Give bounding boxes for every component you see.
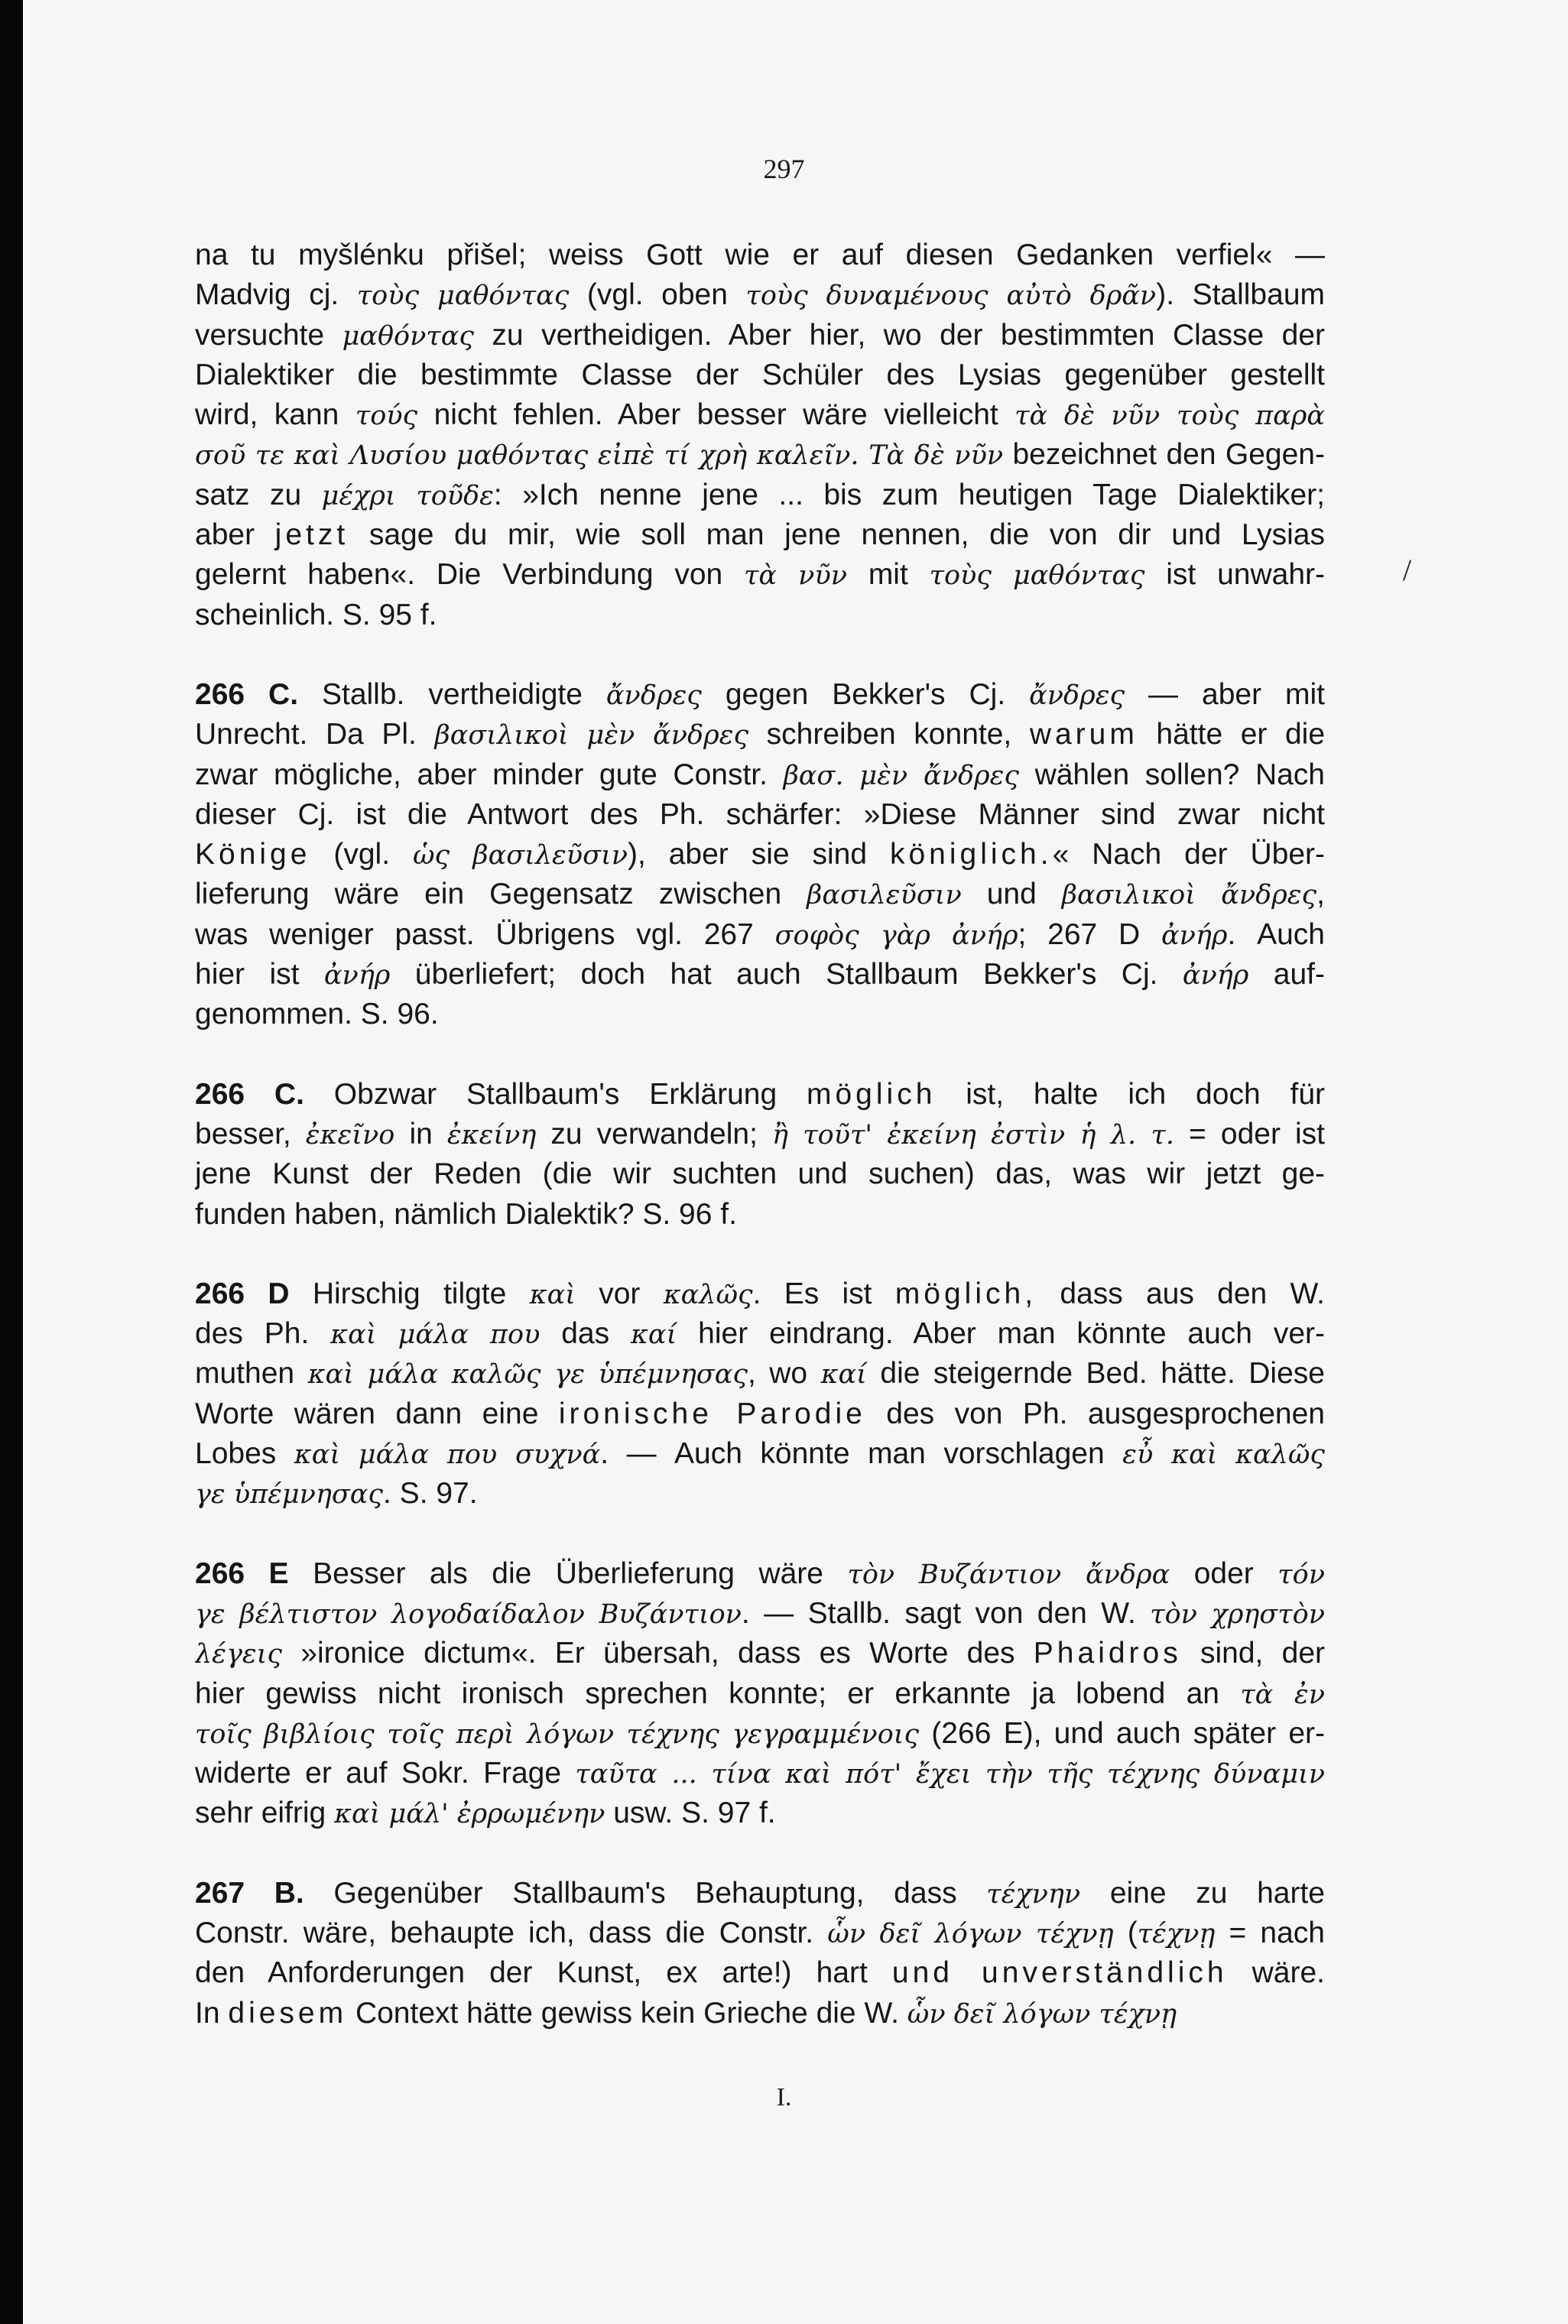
- text-run: Constr. wäre, behaupte ich, dass die Constr.: [195, 1916, 828, 1949]
- greek-text: καί: [630, 1319, 677, 1351]
- text-run: nicht fehlen. Aber besser wäre vielleicht: [417, 398, 1015, 432]
- text-run: den Anforderungen der Kunst, ex arte!) hart: [195, 1956, 892, 1990]
- text-run: — aber mit: [1125, 677, 1325, 711]
- text-run: gegen Bekker's Cj.: [701, 677, 1030, 711]
- text-run: ist unwahr-: [1144, 558, 1325, 592]
- text-run: wäre.: [1227, 1956, 1325, 1990]
- greek-text: ἐκείνη: [446, 1119, 537, 1151]
- text-run: ), aber sie sind: [627, 838, 890, 872]
- text-line: [195, 1154, 1325, 1194]
- text-line: [195, 235, 1325, 275]
- paragraph: [195, 1554, 1325, 1834]
- text-run: zwar mögliche, aber minder gute Constr.: [195, 758, 784, 791]
- text-line: [195, 275, 1325, 315]
- greek-text: ἀνήρ: [323, 960, 391, 992]
- text-run: sehr eifrig: [195, 1797, 335, 1830]
- text-run: = oder ist: [1174, 1117, 1325, 1151]
- text-run: die steigernde Bed. hätte. Diese: [866, 1357, 1325, 1391]
- text-run: Besser als die Überlieferung wäre: [288, 1556, 848, 1590]
- text-run: . S. 97.: [383, 1477, 478, 1511]
- text-run: Madvig cj.: [195, 278, 357, 312]
- greek-text: ταῦτα ... τίνα καὶ πότ' ἔχει τὴν τῆς τέχνης δύναμιν: [575, 1759, 1325, 1790]
- greek-text: τοὺς μαθόντας: [356, 281, 570, 312]
- text-run: ). Stallbaum: [1156, 278, 1325, 312]
- text-run: usw. S. 97 f.: [605, 1797, 776, 1830]
- text-line: [195, 1754, 1325, 1793]
- text-run: Dialektiker die bestimmte Classe der Schüler des Lysias gegenüber gestellt: [195, 358, 1325, 391]
- text-line: [195, 875, 1325, 914]
- text-run: . — Stallb. sagt von den W.: [741, 1596, 1151, 1630]
- paragraph: [195, 235, 1325, 635]
- section-reference: 266 C.: [195, 677, 299, 711]
- text-run: hätte er die: [1138, 718, 1325, 751]
- text-run: des Ph.: [195, 1317, 331, 1351]
- greek-text: καὶ μάλα που συχνά: [294, 1440, 601, 1471]
- spaced-emphasis: möglich: [807, 1077, 937, 1111]
- greek-text: καλῶς: [663, 1279, 753, 1310]
- greek-text: τὰ δὲ νῦν τοὺς παρὰ: [1014, 401, 1325, 432]
- greek-text: ὧν δεῖ λόγων τέχνῃ: [907, 1998, 1177, 2030]
- text-line: [195, 1594, 1325, 1634]
- text-run: ist, halte ich doch für: [936, 1077, 1325, 1111]
- text-line: [195, 1075, 1325, 1115]
- paragraph-gap: [195, 1514, 1325, 1554]
- text-run: jene Kunst der Reden (die wir suchten und suchen) das, was wir jetzt ge-: [195, 1157, 1325, 1191]
- text-run: schreiben konnte,: [748, 718, 1030, 751]
- text-run: : »Ich nenne jene ... bis zum heutigen Tage Dialektiker;: [493, 478, 1325, 511]
- greek-text: τόν: [1277, 1559, 1325, 1590]
- text-line: [195, 955, 1325, 995]
- greek-text: καὶ: [529, 1279, 576, 1310]
- text-line: [195, 675, 1325, 715]
- text-line: [195, 1474, 1325, 1514]
- text-line: [195, 555, 1325, 595]
- text-run: Hirschig tilgte: [289, 1277, 530, 1310]
- greek-text: εὖ καὶ καλῶς: [1122, 1440, 1325, 1471]
- text-line: [195, 915, 1325, 955]
- text-run: funden haben, nämlich Dialektik? S. 96 f.: [195, 1197, 737, 1231]
- text-run: Worte wären dann eine: [195, 1397, 559, 1430]
- greek-text: καὶ μάλα που: [330, 1319, 541, 1351]
- text-line: [195, 795, 1325, 835]
- text-run: Stallb. vertheidigte: [298, 677, 606, 711]
- text-run: = nach: [1215, 1916, 1325, 1949]
- text-line: [195, 435, 1325, 475]
- spaced-emphasis: ironische Parodie: [558, 1397, 866, 1430]
- greek-text: τοῖς βιβλίοις τοῖς περὶ λόγων τέχνης γεγραμμένοις: [195, 1719, 920, 1750]
- text-run: und: [961, 878, 1062, 911]
- paragraph-gap: [195, 1235, 1325, 1274]
- spaced-emphasis: Könige: [195, 838, 311, 872]
- spaced-emphasis: diesem: [228, 1996, 348, 2030]
- margin-mark: /: [1403, 553, 1412, 587]
- text-run: wird, kann: [195, 398, 355, 432]
- text-run: gelernt haben«. Die Verbindung von: [195, 558, 745, 592]
- spaced-emphasis: jetzt: [274, 518, 349, 552]
- text-run: dieser Cj. ist die Antwort des Ph. schärfer: »Diese Männer sind zwar nicht: [195, 797, 1325, 831]
- text-run: genommen. S. 96.: [195, 998, 439, 1031]
- section-reference: 267 B.: [195, 1876, 304, 1910]
- section-reference: 266 C.: [195, 1077, 304, 1111]
- text-line: [195, 1195, 1325, 1235]
- text-run: (266 E), und auch später er-: [919, 1716, 1325, 1750]
- text-line: [195, 1674, 1325, 1714]
- text-line: [195, 1274, 1325, 1314]
- paragraph-gap: [195, 635, 1325, 675]
- greek-text: ἄνδρες: [605, 680, 702, 711]
- text-line: [195, 1634, 1325, 1673]
- greek-text: τοὺς μαθόντας: [929, 560, 1145, 592]
- greek-text: γε βέλτιστον λογοδαίδαλον Βυζάντιον: [195, 1599, 742, 1630]
- greek-text: ὡς βασιλεῦσιν: [412, 840, 628, 872]
- text-run: . Auch: [1227, 917, 1325, 951]
- text-run: « Nach der Über-: [1052, 838, 1325, 872]
- greek-text: βασιλεῦσιν: [807, 880, 962, 911]
- text-line: [195, 755, 1325, 795]
- text-line: [195, 1394, 1325, 1434]
- text-run: (: [1113, 1916, 1138, 1949]
- text-run: In: [195, 1996, 229, 2030]
- paragraph: [195, 1274, 1325, 1514]
- text-run: , wo: [747, 1357, 821, 1391]
- paragraph: [195, 675, 1325, 1035]
- section-reference: 266 D: [195, 1277, 290, 1310]
- greek-text: ἐκεῖνο: [305, 1119, 395, 1151]
- text-run: scheinlich. S. 95 f.: [195, 598, 437, 631]
- greek-text: καί: [820, 1359, 867, 1391]
- text-line: [195, 715, 1325, 755]
- greek-text: ὧν δεῖ λόγων τέχνῃ: [827, 1918, 1114, 1949]
- text-run: (vgl. oben: [569, 278, 746, 312]
- text-run: »ironice dictum«. Er übersah, dass es Worte des: [282, 1637, 1034, 1670]
- text-run: das: [540, 1317, 631, 1351]
- text-run: überliefert; doch hat auch Stallbaum Bekker's Cj.: [390, 958, 1183, 992]
- text-line: [195, 995, 1325, 1034]
- greek-text: καὶ μάλ' ἐρρωμένην: [334, 1799, 605, 1830]
- spaced-emphasis: und unverständlich: [891, 1956, 1228, 1990]
- paragraph-gap: [195, 1834, 1325, 1874]
- text-run: auf-: [1248, 958, 1325, 992]
- text-line: [195, 1434, 1325, 1474]
- scan-border: [0, 0, 23, 2324]
- text-run: na tu myšlénku přišel; weiss Gott wie er auf diesen Gedanken verfiel« —: [195, 239, 1325, 271]
- text-run: Obzwar Stallbaum's Erklärung: [304, 1077, 807, 1111]
- signature-mark: I.: [776, 2083, 792, 2111]
- text-run: . Es ist: [752, 1277, 895, 1310]
- body-text: [195, 235, 1325, 2034]
- text-run: bezeichnet den Gegen-: [1003, 438, 1325, 472]
- greek-text: ἀνήρ: [1161, 920, 1228, 951]
- text-line: [195, 1354, 1325, 1394]
- text-line: [195, 1314, 1325, 1354]
- text-run: versuchte: [195, 318, 342, 352]
- greek-text: σοφὸς γὰρ ἀνήρ: [774, 920, 1018, 951]
- greek-text: λέγεις: [195, 1639, 282, 1670]
- text-run: muthen: [195, 1357, 308, 1391]
- greek-text: τοὺς δυναμένους αὐτὸ δρᾶν: [745, 281, 1157, 312]
- text-run: hier ist: [195, 958, 324, 992]
- spaced-emphasis: warum: [1029, 718, 1138, 751]
- text-line: [195, 316, 1325, 355]
- text-line: [195, 835, 1325, 875]
- greek-text: τὰ νῦν: [744, 560, 847, 592]
- text-run: wählen sollen? Nach: [1018, 758, 1325, 791]
- text-run: ; 267 D: [1018, 917, 1161, 951]
- spaced-emphasis: Phaidros: [1033, 1637, 1182, 1670]
- text-run: hier gewiss nicht ironisch sprechen konnte; er erkannte ja lobend an: [195, 1676, 1241, 1710]
- text-run: oder: [1170, 1556, 1278, 1590]
- text-line: [195, 1913, 1325, 1953]
- text-run: eine zu harte: [1080, 1876, 1325, 1910]
- greek-text: καὶ μάλα καλῶς γε ὑπέμνησας: [307, 1359, 748, 1391]
- greek-text: τὸν χρηστὸν: [1150, 1599, 1325, 1630]
- greek-text: ἢ τοῦτ' ἐκείνη ἐστὶν ἡ λ. τ.: [771, 1119, 1174, 1151]
- text-line: [195, 1793, 1325, 1833]
- text-run: mit: [847, 558, 930, 592]
- text-run: . — Auch könnte man vorschlagen: [600, 1437, 1123, 1471]
- text-line: [195, 1994, 1325, 2034]
- text-line: [195, 355, 1325, 395]
- text-run: (vgl.: [310, 838, 413, 872]
- text-line: [195, 395, 1325, 435]
- text-line: [195, 1554, 1325, 1594]
- greek-text: ἀνήρ: [1182, 960, 1249, 992]
- text-run: vor: [575, 1277, 664, 1310]
- text-run: Lobes: [195, 1437, 294, 1471]
- paragraph: [195, 1075, 1325, 1235]
- text-run: besser,: [195, 1117, 306, 1151]
- greek-text: τὰ ἐν: [1240, 1679, 1325, 1710]
- text-line: [195, 1714, 1325, 1754]
- text-run: sage du mir, wie soll man jene nennen, die von dir und Lysias: [349, 518, 1325, 552]
- text-run: Unrecht. Da Pl.: [195, 718, 435, 751]
- greek-text: σοῦ τε καὶ Λυσίου μαθόντας εἰπὲ τί χρὴ καλεῖν. Τὰ δὲ νῦν: [195, 440, 1004, 472]
- text-run: des von Ph. ausgesprochenen: [865, 1397, 1325, 1430]
- text-run: zu vertheidigen. Aber hier, wo der bestimmten Classe der: [473, 318, 1325, 352]
- page-number: 297: [763, 154, 805, 184]
- section-reference: 266 E: [195, 1556, 289, 1590]
- greek-text: τὸν Βυζάντιον ἄνδρα: [847, 1559, 1170, 1590]
- greek-text: μέχρι τοῦδε: [321, 480, 494, 511]
- text-line: [195, 1953, 1325, 1993]
- text-run: Gegenüber Stallbaum's Behauptung, dass: [304, 1876, 987, 1910]
- text-line: [195, 1874, 1325, 1913]
- text-run: hier eindrang. Aber man könnte auch ver-: [677, 1317, 1325, 1351]
- text-line: [195, 476, 1325, 515]
- greek-text: τέχνην: [986, 1878, 1081, 1910]
- text-run: ,: [1316, 878, 1325, 911]
- greek-text: γε ὑπέμνησας: [195, 1479, 384, 1511]
- text-run: aber: [195, 518, 275, 552]
- text-run: satz zu: [195, 478, 322, 511]
- greek-text: βασιλικοὶ ἄνδρες: [1061, 880, 1317, 911]
- text-run: zu verwandeln;: [536, 1117, 772, 1151]
- text-line: [195, 596, 1325, 635]
- greek-text: μαθόντας: [342, 320, 474, 352]
- text-run: dass aus den W.: [1037, 1277, 1325, 1310]
- greek-text: τέχνῃ: [1137, 1918, 1216, 1949]
- greek-text: τούς: [355, 401, 418, 432]
- greek-text: ἄνδρες: [1029, 680, 1125, 711]
- paragraph-gap: [195, 1035, 1325, 1075]
- greek-text: βασιλικοὶ μὲν ἄνδρες: [434, 720, 749, 751]
- paragraph: [195, 1874, 1325, 2034]
- text-line: [195, 515, 1325, 555]
- spaced-emphasis: königlich.: [889, 838, 1053, 872]
- text-line: [195, 1115, 1325, 1154]
- text-run: lieferung wäre ein Gegensatz zwischen: [195, 878, 807, 911]
- spaced-emphasis: möglich,: [894, 1277, 1037, 1310]
- text-run: was weniger passt. Übrigens vgl. 267: [195, 917, 775, 951]
- text-run: in: [394, 1117, 447, 1151]
- text-run: Context hätte gewiss kein Grieche die W.: [347, 1996, 907, 2030]
- text-run: sind, der: [1181, 1637, 1325, 1670]
- greek-text: βασ. μὲν ἄνδρες: [783, 760, 1019, 791]
- text-run: widerte er auf Sokr. Frage: [195, 1757, 576, 1790]
